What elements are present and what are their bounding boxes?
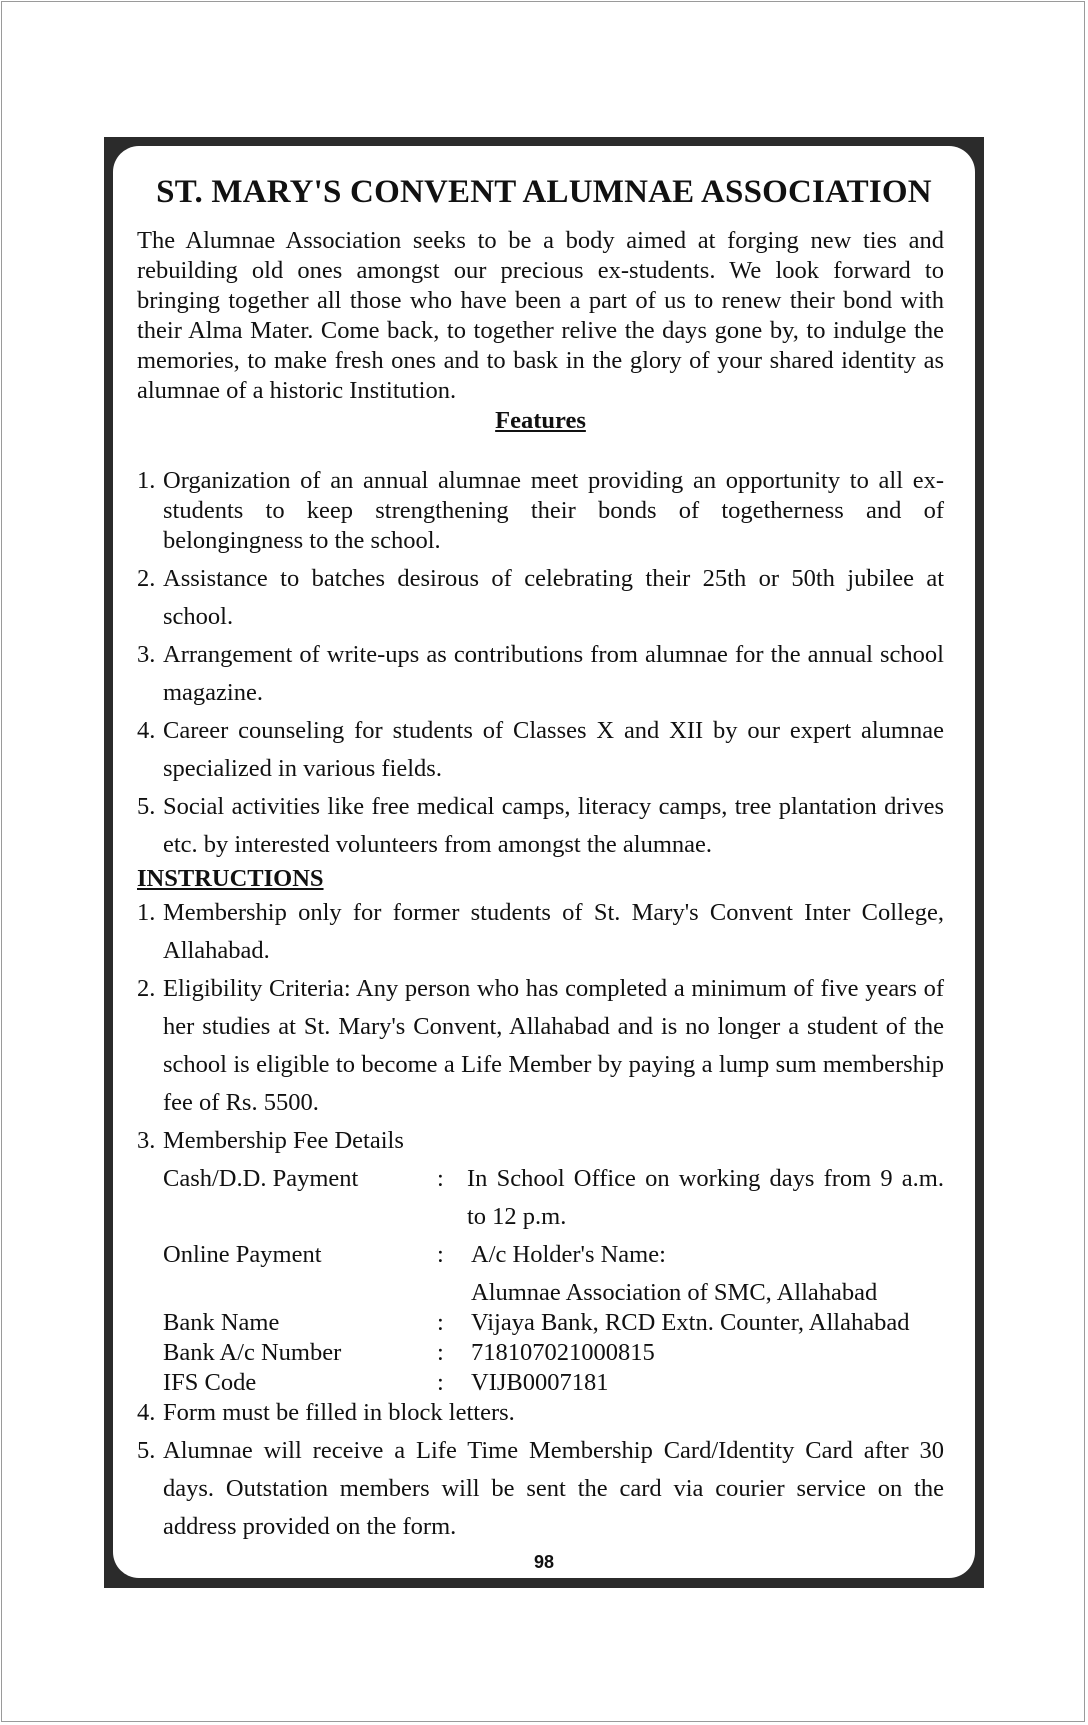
fee-label: Cash/D.D. Payment: [163, 1165, 359, 1192]
instructions-list-continued: [137, 1398, 944, 1546]
content-card: [113, 146, 975, 1578]
fee-row-account: [163, 1338, 944, 1368]
intro-paragraph: The Alumnae Association seeks to be a body aimed at forging new ties and rebuilding old ones amongst our precious ex-students. We look forward to bringing together all those who have been a part of us to renew their bond with their Alma Mater. Come back, to together relive the days gone by, to indulge the memories, to make fresh ones and to bask in the glory of your shared identity as alumnae of a historic Institution.: [137, 227, 944, 404]
fee-row-bank: [163, 1308, 944, 1338]
fee-label: Bank Name: [163, 1309, 280, 1336]
features-list: [137, 466, 944, 864]
feature-item-2: [137, 560, 944, 636]
page-frame: [104, 137, 984, 1588]
fee-label: IFS Code: [163, 1369, 257, 1396]
page-number: 98: [533, 1552, 555, 1572]
instruction-item-4: [137, 1398, 944, 1428]
instruction-number: 4.: [137, 1399, 156, 1426]
instruction-text: Alumnae will receive a Life Time Membership Card/Identity Card after 30 days. Outstation members will be sent the card via courier service on the address provided on the form.: [163, 1437, 944, 1540]
fee-value: A/c Holder's Name:: [471, 1241, 666, 1268]
fee-value: Vijaya Bank, RCD Extn. Counter, Allahabad: [471, 1309, 910, 1336]
feature-text: Arrangement of write-ups as contributions from alumnae for the annual school magazine.: [163, 641, 944, 706]
fee-colon: :: [437, 1369, 444, 1396]
instruction-item-2: [137, 970, 944, 1122]
instructions-heading: INSTRUCTIONS: [137, 865, 324, 892]
instruction-number: 2.: [137, 975, 156, 1002]
feature-number: 4.: [137, 717, 156, 744]
fee-details-table: [163, 1160, 944, 1398]
fee-value: Alumnae Association of SMC, Allahabad: [471, 1279, 878, 1306]
instruction-text: Eligibility Criteria: Any person who has completed a minimum of five years of her studies at St. Mary's Convent, Allahabad and is no longer a student of the school is eligible to become a Life Member by paying a lump sum membership fee of Rs. 5500.: [163, 975, 944, 1116]
feature-item-5: [137, 788, 944, 864]
instruction-item-5: [137, 1432, 944, 1546]
fee-label: Bank A/c Number: [163, 1339, 342, 1366]
fee-value: VIJB0007181: [471, 1369, 609, 1396]
instructions-list: [137, 894, 944, 1160]
fee-value: In School Office on working days from 9 a.m. to 12 p.m.: [467, 1165, 944, 1230]
fee-label: Online Payment: [163, 1241, 322, 1268]
instruction-item-3: [137, 1122, 944, 1160]
feature-text: Career counseling for students of Classes X and XII by our expert alumnae specialized in various fields.: [163, 717, 944, 782]
feature-text: Organization of an annual alumnae meet providing an opportunity to all ex-students to keep strengthening their bonds of togetherness and of belongingness to the school.: [163, 467, 944, 554]
feature-number: 5.: [137, 793, 156, 820]
feature-item-1: [137, 466, 944, 556]
fee-colon: :: [437, 1309, 444, 1336]
feature-number: 1.: [137, 467, 156, 494]
fee-row-online: [163, 1236, 944, 1274]
fee-colon: :: [437, 1241, 444, 1268]
fee-row-cash: [163, 1160, 944, 1236]
fee-colon: :: [437, 1339, 444, 1366]
instruction-number: 1.: [137, 899, 156, 926]
instruction-text: Membership Fee Details: [163, 1127, 404, 1154]
fee-row-online-holder: [163, 1278, 944, 1308]
feature-text: Assistance to batches desirous of celebrating their 25th or 50th jubilee at school.: [163, 565, 944, 630]
feature-number: 2.: [137, 565, 156, 592]
instruction-text: Membership only for former students of St. Mary's Convent Inter College, Allahabad.: [163, 899, 944, 964]
feature-text: Social activities like free medical camps, literacy camps, tree plantation drives etc. by interested volunteers from amongst the alumnae.: [163, 793, 944, 858]
instruction-number: 5.: [137, 1437, 156, 1464]
fee-colon: :: [437, 1165, 444, 1192]
feature-number: 3.: [137, 641, 156, 668]
fee-value: 718107021000815: [471, 1339, 655, 1366]
instruction-text: Form must be filled in block letters.: [163, 1399, 515, 1426]
fee-row-ifsc: [163, 1368, 944, 1398]
instruction-number: 3.: [137, 1127, 156, 1154]
feature-item-3: [137, 636, 944, 712]
feature-item-4: [137, 712, 944, 788]
main-content: [137, 226, 944, 1546]
features-heading: Features: [495, 407, 586, 434]
instruction-item-1: [137, 894, 944, 970]
page-title: ST. MARY'S CONVENT ALUMNAE ASSOCIATION: [156, 174, 932, 210]
